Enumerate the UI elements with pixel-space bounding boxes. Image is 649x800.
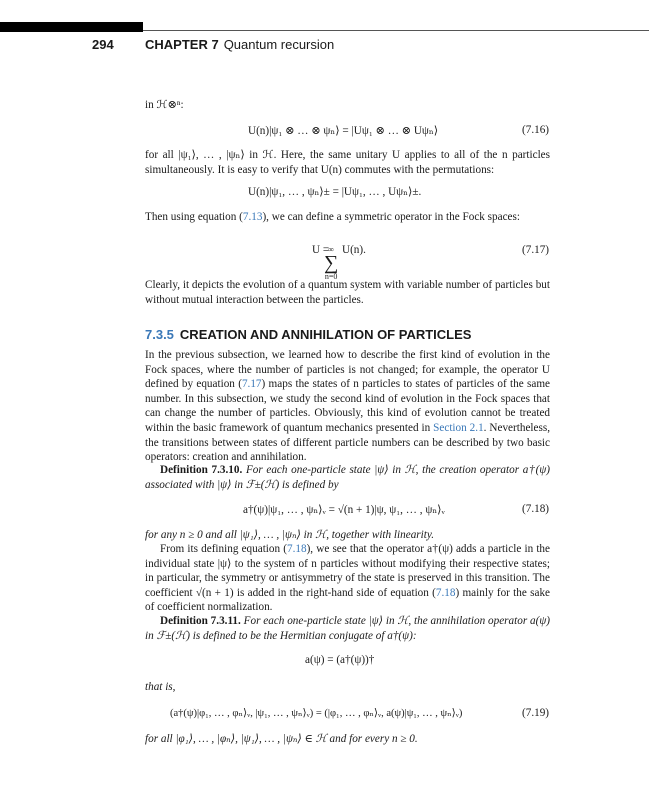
page-number: 294 bbox=[92, 37, 114, 52]
equation-number-7-17: (7.17) bbox=[522, 244, 550, 256]
chapter-label: CHAPTER 7 bbox=[145, 37, 219, 52]
paragraph-2-text-a: Then using equation ( bbox=[145, 211, 243, 223]
section-number: 7.3.5 bbox=[145, 327, 174, 342]
definition-7-3-11-text: For each one-particle state |ψ⟩ in ℋ, the annihilation operator a(ψ) in ℱ±(ℋ) is defined to be the Hermitian conjugate of a†(ψ): bbox=[145, 615, 550, 642]
equation-permutation: U(n)|ψ₁, … , ψₙ⟩± = |Uψ₁, … , Uψₙ⟩±. bbox=[248, 186, 422, 198]
paragraph-4-text-c: . Nevertheless, the transitions between states of different particle numbers can be described by two basic operators: creation and annihilation. bbox=[145, 421, 550, 464]
paragraph-2-text-b: ), we can define a symmetric operator in the Fock spaces: bbox=[262, 211, 520, 223]
equation-number-7-18: (7.18) bbox=[522, 503, 550, 515]
ref-7-18-link-b[interactable]: 7.18 bbox=[435, 586, 456, 599]
equation-7-19: (a†(ψ)|φ₁, … , φₙ⟩ᵥ, |ψ₁, … , ψₙ⟩ᵥ) = (|φ₁, … , φₙ⟩ᵥ, a(ψ)|ψ₁, … , ψₙ⟩ᵥ) bbox=[170, 708, 463, 719]
equation-7-16: U(n)|ψ₁ ⊗ … ⊗ ψₙ⟩ = |Uψ₁ ⊗ … ⊗ Uψₙ⟩ bbox=[248, 125, 439, 137]
sum-sign: ∑ bbox=[324, 252, 339, 274]
paragraph-5-text-c: ) mainly for the sake of coefficient normalization. bbox=[145, 586, 551, 614]
sum-lower-limit: n=0 bbox=[324, 272, 338, 281]
equation-number-7-16: (7.16) bbox=[522, 124, 550, 136]
definition-7-3-10-label: Definition 7.3.10. bbox=[160, 464, 243, 476]
paragraph-5 bbox=[145, 542, 550, 615]
definition-7-3-10-text: For each one-particle state |ψ⟩ in ℋ, the creation operator a†(ψ) associated with |ψ⟩ in ℱ±(ℋ) is defined by bbox=[145, 464, 551, 491]
paragraph-5-text-a: From its defining equation ( bbox=[160, 543, 287, 555]
ref-7-13-link[interactable]: 7.13 bbox=[242, 211, 263, 223]
that-is-text: that is, bbox=[145, 681, 176, 693]
definition-7-3-11 bbox=[145, 614, 550, 643]
definition-7-3-11-label: Definition 7.3.11. bbox=[160, 615, 241, 627]
section-title: CREATION AND ANNIHILATION OF PARTICLES bbox=[179, 327, 472, 342]
ref-7-17-link[interactable]: 7.17 bbox=[241, 378, 262, 391]
header-rule bbox=[143, 30, 649, 31]
ref-7-18-link-a[interactable]: 7.18 bbox=[286, 543, 307, 555]
definition-7-3-10 bbox=[145, 463, 550, 492]
equation-7-17-rhs: U(n). bbox=[342, 244, 366, 256]
equation-number-7-19: (7.19) bbox=[522, 707, 550, 719]
paragraph-2 bbox=[145, 210, 550, 225]
paragraph-1: for all |ψ₁⟩, … , |ψₙ⟩ in ℋ. Here, the same unitary U applies to all of the n particles simultaneously. It is easy to verify that U(n) commutes with the permutations: bbox=[145, 149, 550, 176]
paragraph-4-text-a: In the previous subsection, we learned how to describe the first kind of evolution in the Fock spaces, where the number of particles is not changed; for example, the operator U defined by equation ( bbox=[145, 349, 550, 391]
equation-annihilation: a(ψ) = (a†(ψ))† bbox=[305, 654, 375, 666]
section-heading bbox=[145, 327, 471, 342]
paragraph-4-text-b: ) maps the states of n particles to states of particles of the same number. In this subsection, we study the second kind of evolution in the Fock spaces that can change the number of particles. Obviously, this kind of evolution cannot be treated within the basic framework of quantum mechanics presented in bbox=[145, 378, 551, 434]
chapter-heading bbox=[145, 37, 334, 52]
ref-section-2-1-link[interactable]: Section 2.1 bbox=[433, 421, 484, 434]
equation-7-17-lhs: U = bbox=[312, 244, 330, 256]
equation-7-18: a†(ψ)|ψ₁, … , ψₙ⟩ᵥ = √(n + 1)|ψ, ψ₁, … , ψₙ⟩ᵥ bbox=[243, 504, 445, 516]
summation bbox=[324, 245, 338, 281]
paragraph-4 bbox=[145, 348, 550, 465]
header-bar bbox=[0, 22, 143, 32]
paragraph-5-text-b: ), we see that the operator a†(ψ) adds a particle in the individual state |ψ⟩ to the system of n particles without modifying their respective states; in particular, the symmetry or antisymmetry of the state is preserved in this transition. The coefficient √(n + 1) is added in the right-hand side of equation ( bbox=[145, 543, 550, 599]
after-equation-7-18: for any n ≥ 0 and all |ψ₁⟩, … , |ψₙ⟩ in ℋ, together with linearity. bbox=[145, 529, 435, 541]
intro-line: in ℋ⊗ⁿ: bbox=[145, 99, 184, 111]
paragraph-3: Clearly, it depicts the evolution of a quantum system with variable number of particles but without mutual interaction between the particles. bbox=[145, 279, 550, 306]
sum-upper-limit: ∞ bbox=[328, 245, 334, 254]
chapter-title: Quantum recursion bbox=[223, 37, 335, 52]
final-line: for all |φ₁⟩, … , |φₙ⟩, |ψ₁⟩, … , |ψₙ⟩ ∈ ℋ and for every n ≥ 0. bbox=[145, 733, 418, 745]
